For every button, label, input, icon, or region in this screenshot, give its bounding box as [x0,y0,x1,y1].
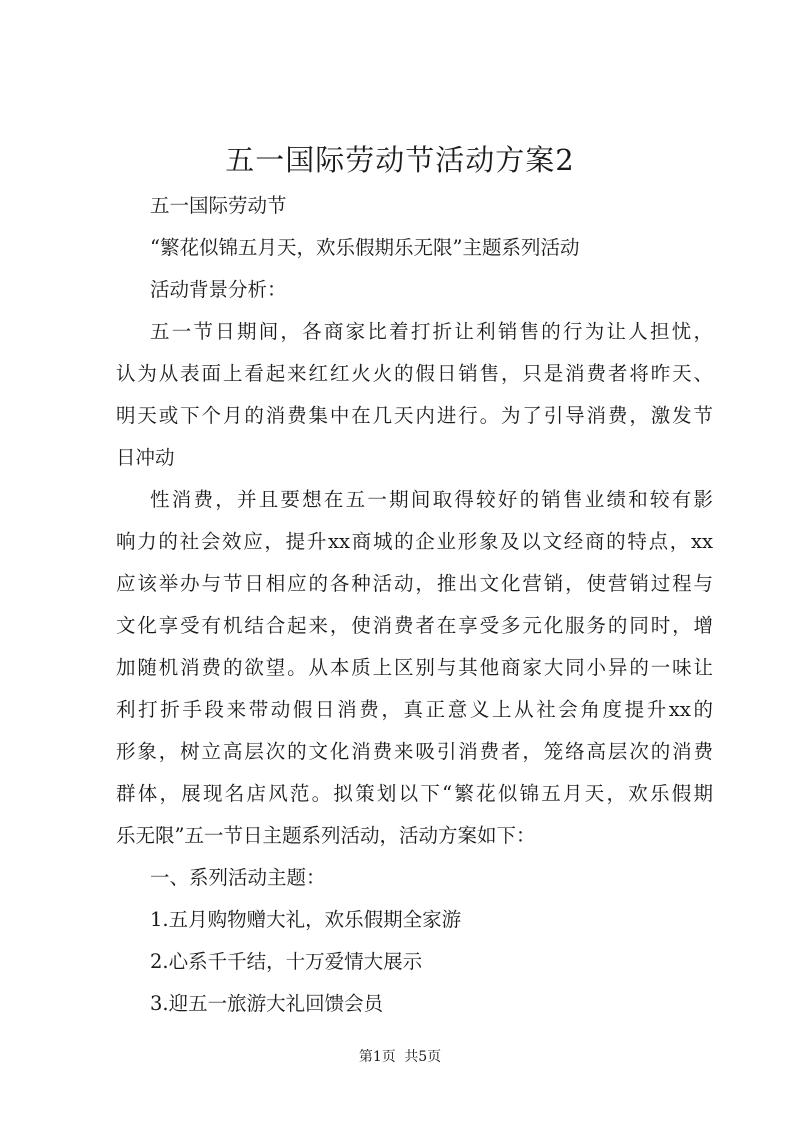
paragraph-line: 乐无限”五一节日主题系列活动，活动方案如下： [116,824,536,847]
page-number: 第1页 [358,1049,396,1065]
paragraph-line: 应该举办与节日相应的各种活动，推出文化营销，使营销过程与 [116,572,713,595]
paragraph-line: 利打折手段来带动假日消费，真正意义上从社会角度提升xx的 [116,698,713,721]
paragraph-line: 日冲动 [116,446,175,469]
paragraph-line: 群体，展现名店风范。拟策划以下“繁花似锦五月天，欢乐假期 [116,782,713,805]
document-title: 五一国际劳动节活动方案2 [225,143,575,177]
paragraph-line: 形象，树立高层次的文化消费来吸引消费者，笼络高层次的消费 [116,740,713,763]
list-item: 3.迎五一旅游大礼回馈会员 [150,992,384,1015]
list-item: 1.五月购物赠大礼，欢乐假期全家游 [150,908,462,931]
paragraph-line: 五一节日期间，各商家比着打折让利销售的行为让人担忧， [150,320,713,343]
page-total: 共5页 [404,1049,442,1065]
list-item: 2.心系千千结，十万爱情大展示 [150,950,423,973]
section-heading: 一、系列活动主题： [150,866,326,889]
paragraph-line: 明天或下个月的消费集中在几天内进行。为了引导消费，激发节 [116,404,713,427]
page-footer [0,1047,800,1067]
paragraph-line: 认为从表面上看起来红红火火的假日销售，只是消费者将昨天、 [116,362,713,385]
paragraph-line: 响力的社会效应，提升xx商城的企业形象及以文经商的特点，xx [116,530,713,553]
paragraph-line: 加随机消费的欲望。从本质上区别与其他商家大同小异的一味让 [116,656,713,679]
theme-line: “繁花似锦五月天，欢乐假期乐无限”主题系列活动 [150,236,580,259]
paragraph-line: 文化享受有机结合起来，使消费者在享受多元化服务的同时，增 [116,614,713,637]
paragraph-line: 性消费，并且要想在五一期间取得较好的销售业绩和较有影 [150,488,713,511]
section-heading: 活动背景分析： [150,278,287,301]
subtitle-line: 五一国际劳动节 [150,194,287,217]
